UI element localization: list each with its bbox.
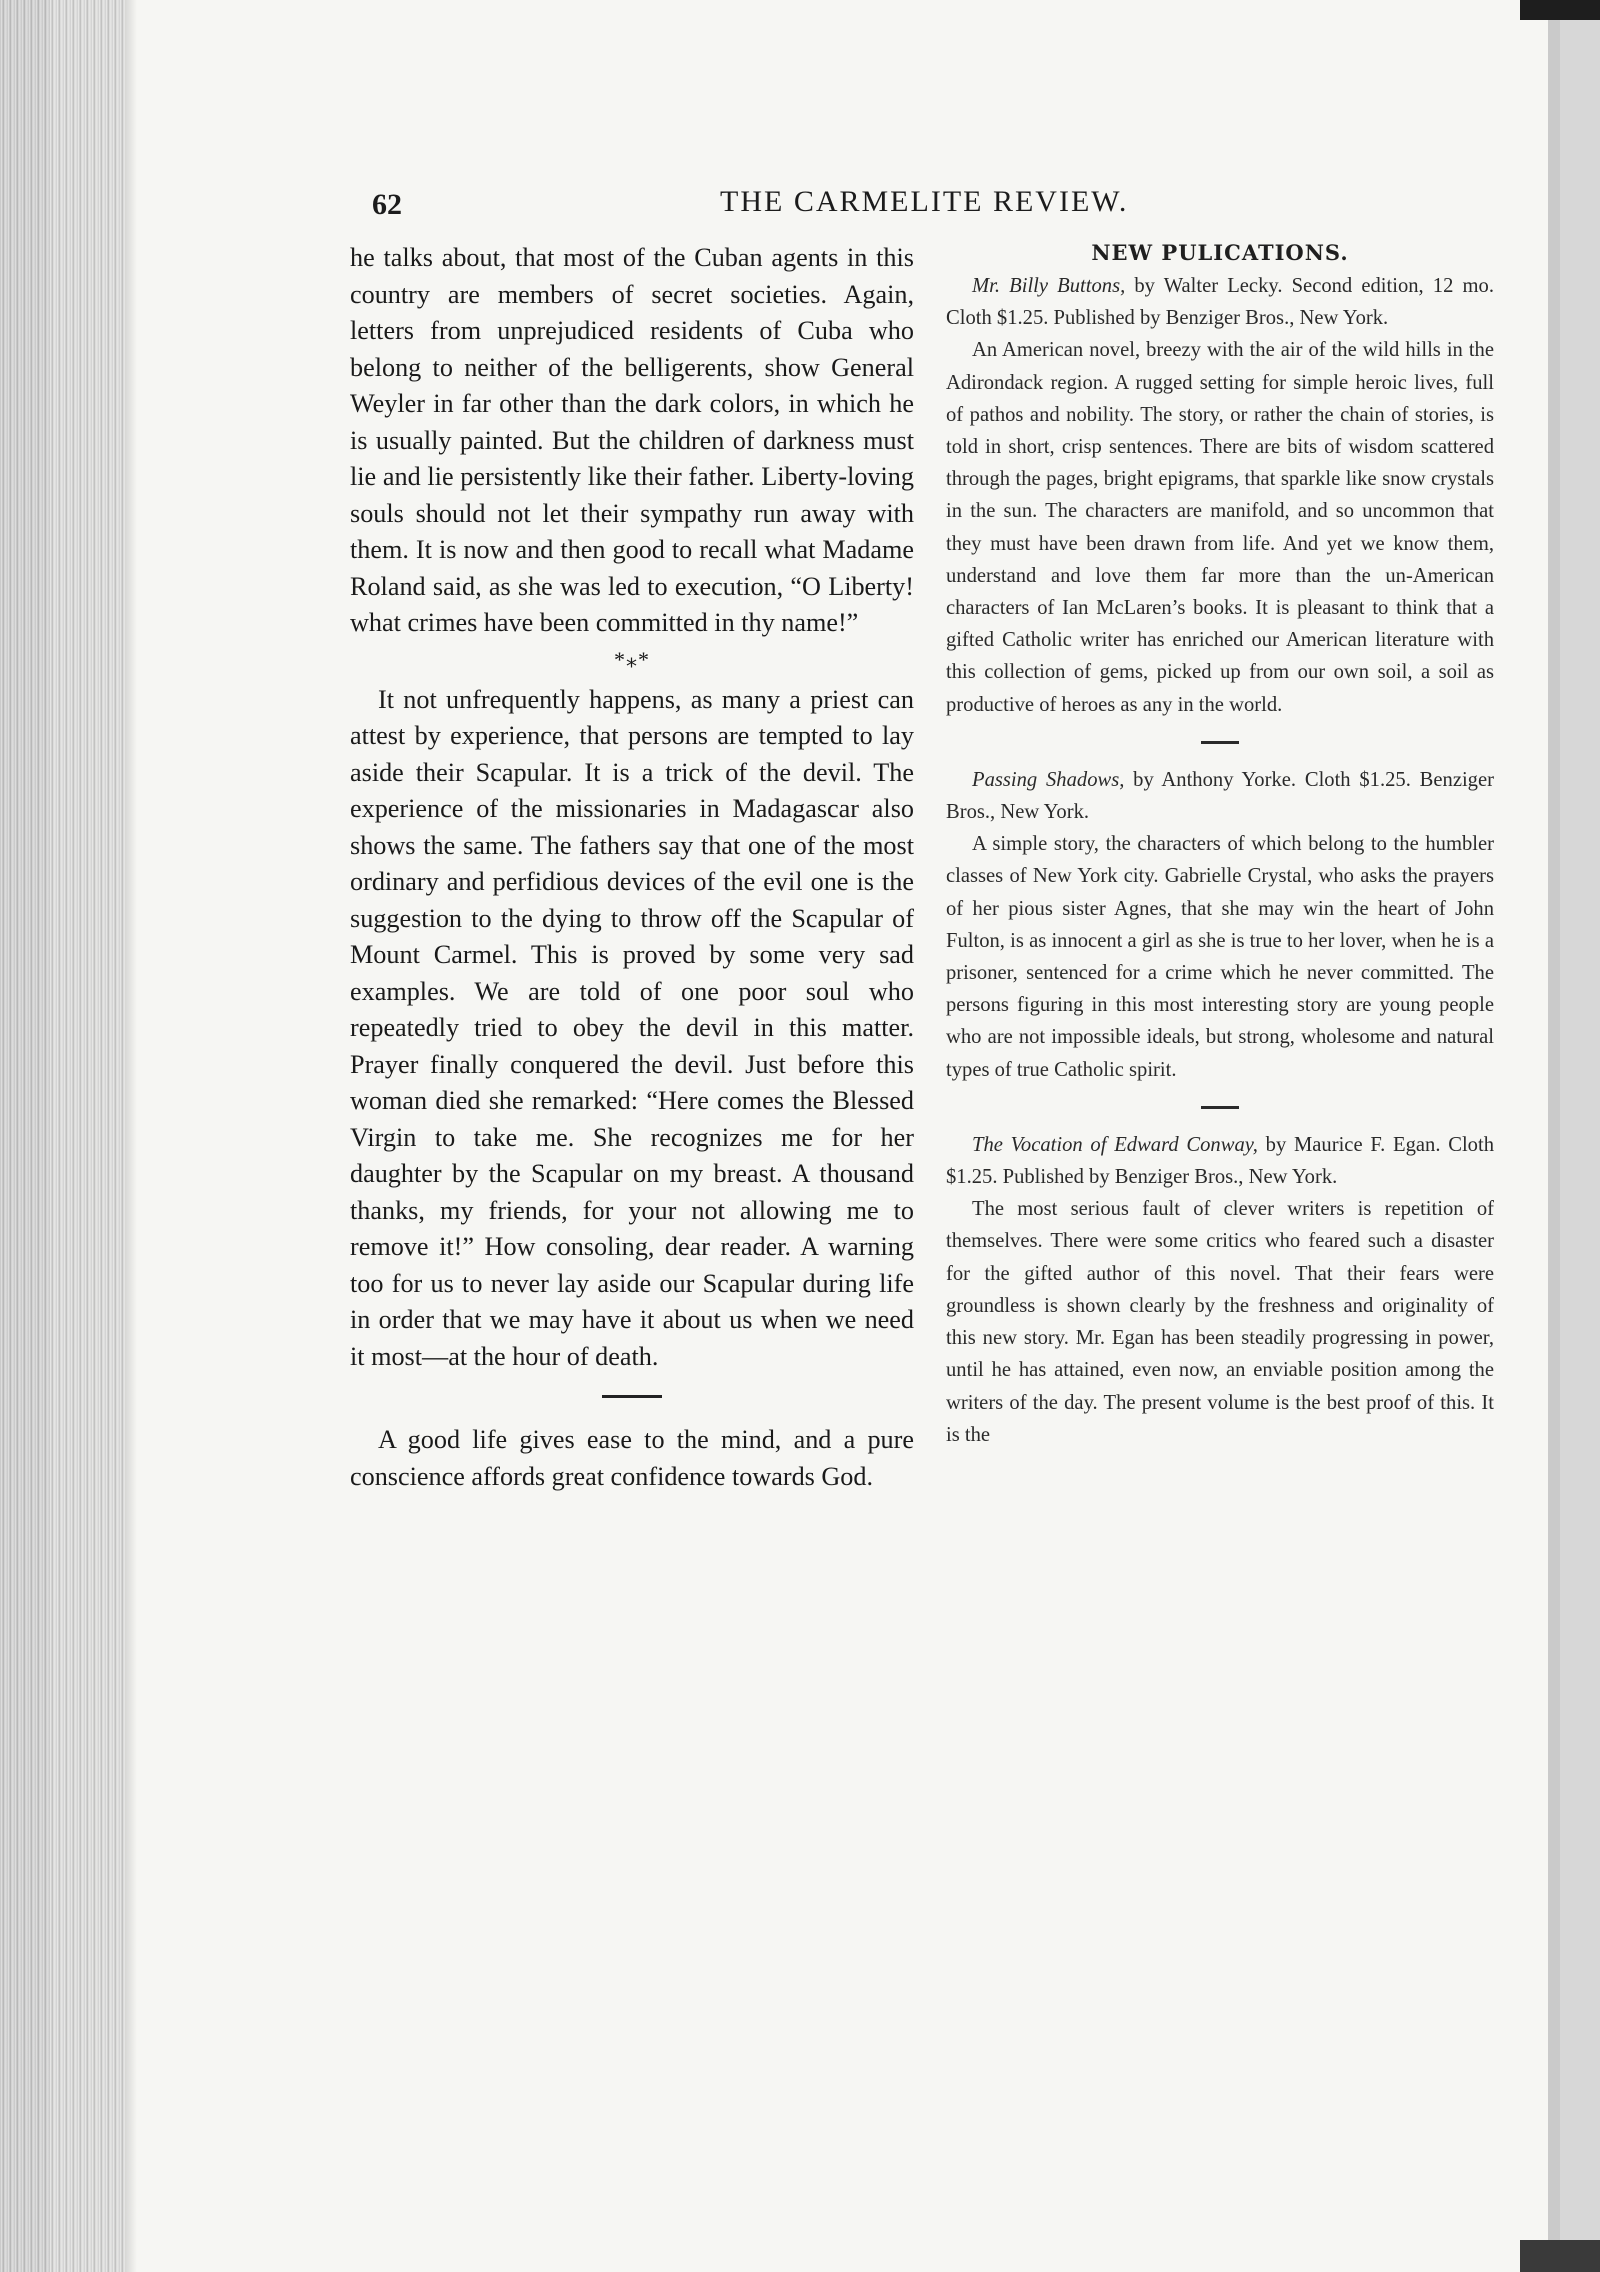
book-review: A simple story, the characters of which belong to the humbler classes of New York city. Gabrielle Crystal, who asks the prayers of her pious sister Agnes, that she may win the heart of John Fulton, is as innocent a girl as she is true to her lover, when he is a prisoner, sentenced for a crime which he never committed. The persons figuring in this most interesting story are young people who are not impossible ideals, but strong, wholesome and natural types of true Catholic spirit. (946, 833, 1494, 1081)
book-details: by Anthony Yorke. Cloth $1.25. Benziger Bros., New York. (946, 768, 1494, 824)
entry-rule (1201, 741, 1239, 744)
book-entry-heading (946, 764, 1494, 828)
running-title: THE CARMELITE REVIEW. (720, 185, 1129, 218)
book-title: Passing Shadows, (972, 768, 1125, 791)
entry-rule (1201, 1106, 1239, 1109)
paragraph-good-life: A good life gives ease to the mind, and a pure conscience affords great confidence towards God. (350, 1425, 914, 1491)
asterism-divider: *⁎* (614, 646, 650, 672)
book-title: Mr. Billy Buttons, (972, 275, 1126, 297)
paragraph-scapular: It not unfrequently happens, as many a priest can attest by experience, that persons are tempted to lay aside their Scapular. It is a trick of the devil. The experience of the missionaries in Madagascar also shows the same. The fathers say that one of the most ordinary and perfidious devices of the evil one is the suggestion to the dying to throw off the Scapular of Mount Carmel. This is proved by some very sad examples. We are told of one poor soul who repeatedly tried to obey the devil in this matter. Prayer finally conquered the devil. Just before this woman died she remarked: “Here comes the Blessed Virgin to take me. She recognizes me for her daughter by the Scapular on my breast. A thousand thanks, my friends, for your not allowing me to remove it!” How consoling, dear reader. A warning too for us to never lay aside our Scapular during life in order that we may have it about us when we need it most—at the hour of death. (350, 684, 914, 1371)
right-page-edge (1548, 0, 1560, 2272)
book-title: The Vocation of Edward Conway, (972, 1133, 1258, 1156)
book-details: by Walter Lecky. Second edition, 12 mo. Cloth $1.25. Published by Benziger Bros., New York. (946, 275, 1494, 330)
book-review: The most serious fault of clever writers is repetition of themselves. There were some critics who feared such a disaster for the gifted author of this novel. That their fears were groundless is shown clearly by the freshness and originality of this new story. Mr. Egan has been steadily progressing in power, until he has attained, even now, an enviable position among the writers of the day. The present volume is the best proof of this. It is the (946, 1198, 1494, 1446)
section-rule (602, 1395, 662, 1398)
section-title: NEW PULICATIONS. (1091, 240, 1349, 265)
scan-border-bottom (1520, 2240, 1600, 2272)
book-entry-heading (946, 1129, 1494, 1193)
left-column (350, 240, 914, 1495)
right-column (946, 236, 1494, 1451)
book-details: by Maurice F. Egan. Cloth $1.25. Published by Benziger Bros., New York. (946, 1133, 1494, 1189)
book-entry-heading (946, 270, 1494, 334)
paragraph-cuba: he talks about, that most of the Cuban agents in this country are members of secret societies. Again, letters from unprejudiced residents of Cuba who belong to neither of the belligerents, show General Weyler in far other than the dark colors, in which he is usually painted. But the children of darkness must lie and lie persistently like their father. Liberty-loving souls should not let their sympathy run away with them. It is now and then good to recall what Madame Roland said, as she was led to execution, “O Liberty! what crimes have been committed in thy name!” (350, 243, 914, 637)
page-number: 62 (372, 188, 402, 221)
page-edges (0, 0, 125, 2272)
scan-border-top (1520, 0, 1600, 20)
book-review: An American novel, breezy with the air of the wild hills in the Adirondack region. A rugged setting for simple heroic lives, full of pathos and nobility. The story, or rather the chain of stories, is told in short, crisp sentences. There are bits of wisdom scattered through the pages, bright epigrams, that sparkle like snow crystals in the sun. The characters are manifold, and so uncommon that they must have been drawn from life. And yet we know them, understand and love them far more than the un-American characters of Ian McLaren’s books. It is pleasant to think that a gifted Catholic writer has enriched our American literature with this collection of gems, picked up from our own soil, a soil as productive of heroes as any in the world. (946, 339, 1494, 716)
